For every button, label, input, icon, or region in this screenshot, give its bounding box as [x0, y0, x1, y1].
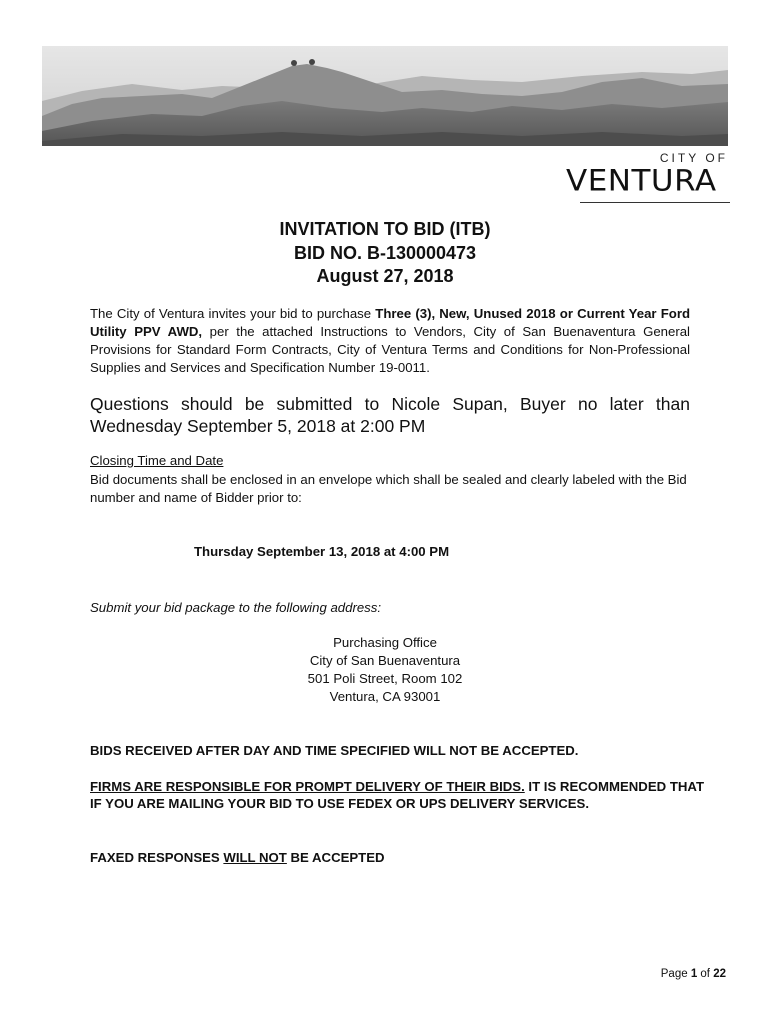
delivery-notice-rest: IT IS RECOMMENDED THAT IF YOU ARE MAILING YOUR BID TO USE FEDEX OR UPS DELIVERY SERVICES.: [90, 779, 704, 811]
submit-instruction: Submit your bid package to the following address:: [90, 600, 382, 615]
mountain-banner-image: [42, 46, 728, 146]
page-number: [661, 968, 726, 980]
address-line: Ventura, CA 93001: [329, 689, 441, 704]
document-date: August 27, 2018: [316, 266, 454, 286]
page-of: of: [697, 968, 714, 980]
mailing-address: [0, 634, 770, 706]
city-of-ventura-logo: [566, 151, 732, 207]
closing-heading: Closing Time and Date: [90, 453, 224, 468]
faxed-notice: [90, 849, 710, 866]
faxed-notice-post: BE ACCEPTED: [286, 850, 385, 865]
faxed-notice-pre: FAXED RESPONSES: [90, 850, 224, 865]
page-total: 22: [713, 968, 726, 980]
intro-item: Three (3), New, Unused 2018 or Current Year Ford Utility PPV AWD,: [90, 306, 691, 339]
page-current: 1: [690, 968, 698, 980]
bid-number: BID NO. B-130000473: [293, 243, 477, 263]
intro-paragraph: [90, 305, 690, 377]
address-line: City of San Buenaventura: [309, 653, 461, 668]
faxed-notice-underlined: WILL NOT: [223, 850, 287, 865]
address-line: Purchasing Office: [333, 635, 437, 650]
logo-city-of: CITY OF: [659, 151, 728, 165]
document-title: INVITATION TO BID (ITB): [279, 219, 491, 239]
page-prefix: Page: [660, 968, 691, 980]
logo-ventura: VENTURA: [566, 163, 717, 199]
intro-text-1: The City of Ventura invites your bid to purchase: [90, 306, 376, 321]
late-bids-notice: BIDS RECEIVED AFTER DAY AND TIME SPECIFIED WILL NOT BE ACCEPTED.: [90, 743, 579, 758]
questions-paragraph: Questions should be submitted to Nicole Supan, Buyer no later than Wednesday September 5, 2018 at 2:00 PM: [90, 394, 690, 436]
delivery-notice: [90, 778, 710, 812]
closing-text: Bid documents shall be enclosed in an envelope which shall be sealed and clearly labeled with the Bid number and name of Bidder prior to:: [90, 472, 687, 505]
closing-date: Thursday September 13, 2018 at 4:00 PM: [194, 544, 450, 559]
logo-underline: [580, 202, 730, 203]
address-line: 501 Poli Street, Room 102: [307, 671, 463, 686]
delivery-notice-underlined: FIRMS ARE RESPONSIBLE FOR PROMPT DELIVERY OF THEIR BIDS.: [90, 779, 525, 794]
intro-text-2: per the attached Instructions to Vendors, City of San Buenaventura General Provisions for Standard Form Contracts, City of Ventura Terms and Conditions for Non-Professional Supplies and Services and Specification Number 19-0011.: [90, 324, 690, 375]
